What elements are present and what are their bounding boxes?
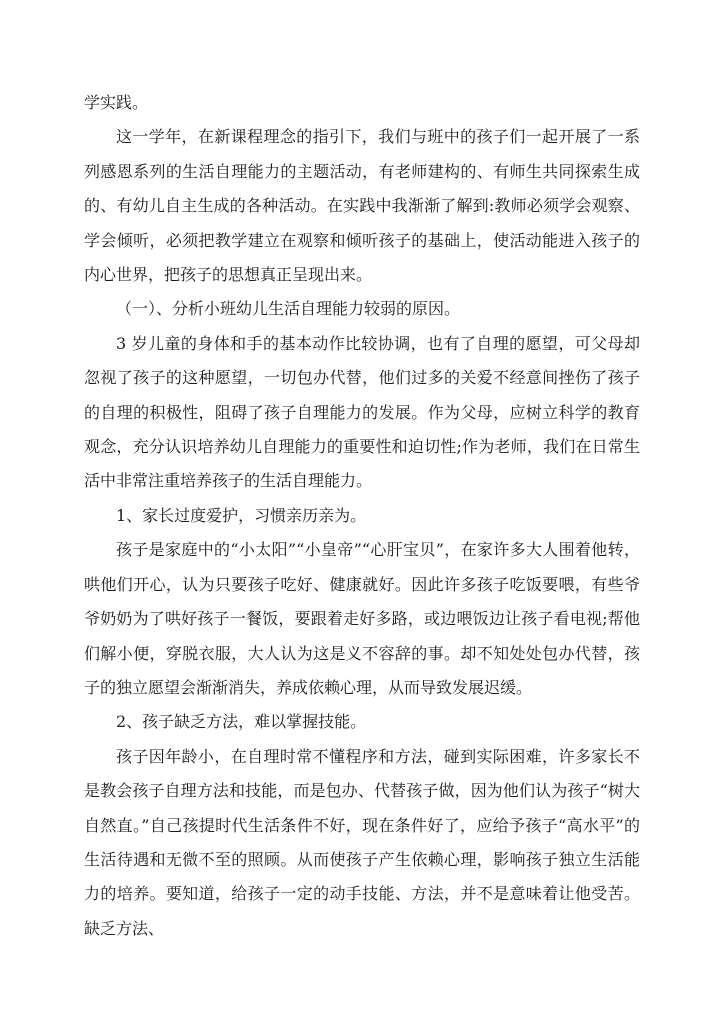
- document-body: [84, 86, 640, 946]
- paragraph-analysis: 3 岁儿童的身体和手的基本动作比较协调，也有了自理的愿望，可父母却忽视了孩子的这种愿望，一切包办代替，他们过多的关爱不经意间挫伤了孩子的自理的积极性，阻碍了孩子自理能力的发展。作为父母，应树立科学的教育观念，充分认识培养幼儿自理能力的重要性和迫切性;作为老师，我们在日常生活中非常注重培养孩子的生活自理能力。: [84, 333, 640, 491]
- subheading-reason-2: 2、孩子缺乏方法，难以掌握技能。: [116, 712, 367, 732]
- section-heading-analysis: （一）、分析小班幼儿生活自理能力较弱的原因。: [116, 299, 461, 319]
- paragraph-reason-1: 孩子是家庭中的“小太阳”“小皇帝”“心肝宝贝”，在家许多大人围着他转，哄他们开心，认为只要孩子吃好、健康就好。因此许多孩子吃饭要喂，有些爷爷奶奶为了哄好孩子一餐饭，要跟着走好多路，或边喂饭边让孩子看电视;帮他们解小便，穿脱衣服，大人认为这是义不容辞的事。却不知处处包办代替，孩子的独立愿望会渐渐消失，养成依赖心理，从而导致发展迟缓。: [84, 540, 640, 697]
- paragraph-intro: 这一学年，在新课程理念的指引下，我们与班中的孩子们一起开展了一系列感恩系列的生活自理能力的主题活动，有老师建构的、有师生共同探索生成的、有幼儿自主生成的各种活动。在实践中我渐渐了解到:教师必须学会观察、学会倾听，必须把教学建立在观察和倾听孩子的基础上，使活动能进入孩子的内心世界，把孩子的思想真正呈现出来。: [84, 127, 640, 285]
- paragraph-continuation: 学实践。: [84, 93, 149, 112]
- subheading-reason-1: 1、家长过度爱护，习惯亲历亲为。: [116, 505, 367, 525]
- paragraph-reason-2: 孩子因年龄小，在自理时常不懂程序和方法，碰到实际困难，许多家长不是教会孩子自理方法和技能，而是包办、代替孩子做，因为他们认为孩子“树大自然直。”自己孩提时代生活条件不好，现在条件好了，应给予孩子“高水平”的生活待遇和无微不至的照顾。从而使孩子产生依赖心理，影响孩子独立生活能力的培养。要知道，给孩子一定的动手技能、方法，并不是意味着让他受苦。缺乏方法、: [84, 746, 640, 938]
